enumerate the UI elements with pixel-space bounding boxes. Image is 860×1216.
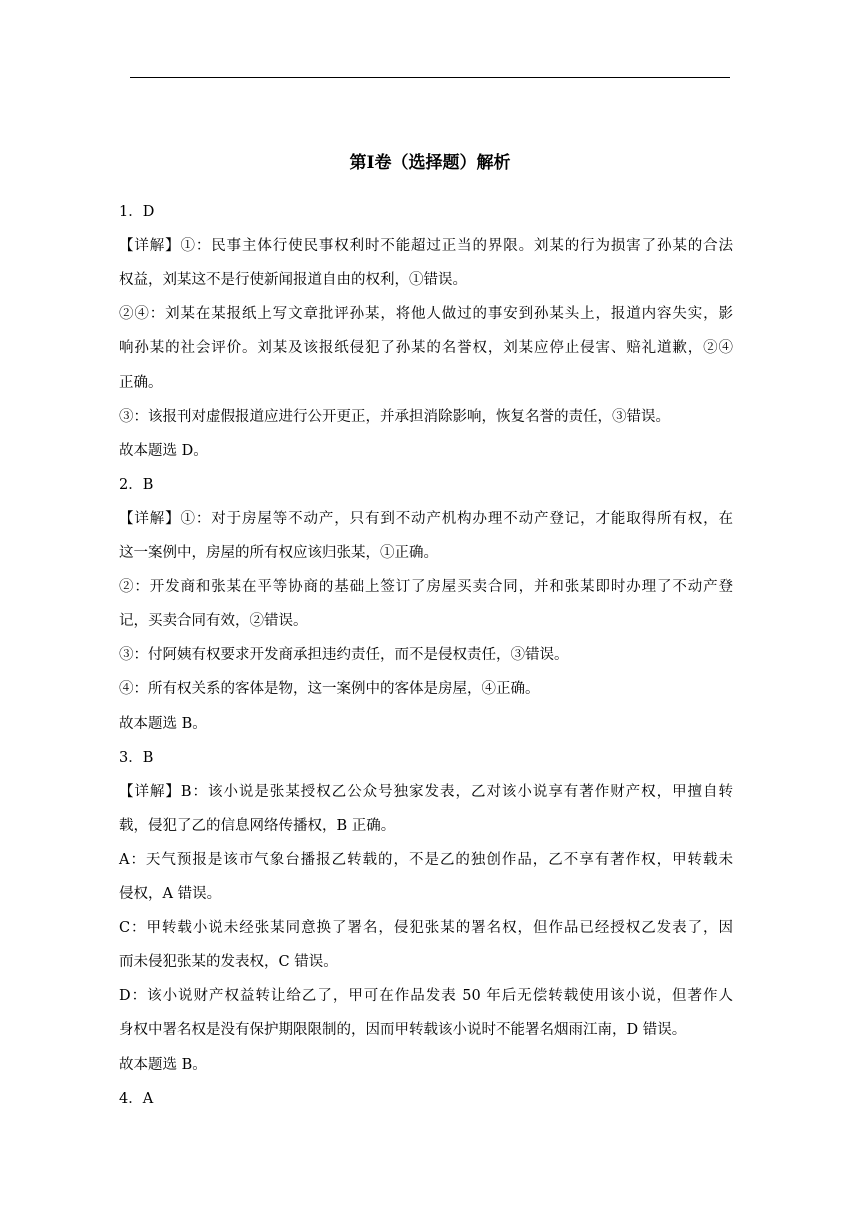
question-number: 3．B (119, 749, 154, 766)
explanation-line: ③：该报刊对虚假报道应进行公开更正，并承担消除影响，恢复名誉的责任，③错误。 (119, 408, 670, 425)
explanation-line: 而未侵犯张某的发表权，C 错误。 (119, 954, 338, 971)
explanation-line: 这一案例中，房屋的所有权应该归张某，①正确。 (119, 545, 438, 561)
explanation-line: 侵权，A 错误。 (119, 886, 222, 902)
explanation-line: 故本题选 B。 (119, 715, 207, 732)
explanation-line: 【详解】①：民事主体行使民事权利时不能超过正当的界限。刘某的行为损害了孙某的合法 (119, 238, 733, 255)
explanation-line: 【详解】①：对于房屋等不动产，只有到不动产机构办理不动产登记，才能取得所有权，在 (119, 510, 733, 527)
explanation-line: 载，侵犯了乙的信息网络传播权，B 正确。 (119, 817, 396, 834)
explanation-line: 身权中署名权是没有保护期限限制的，因而甲转载该小说时不能署名烟雨江南，D 错误。 (119, 1022, 687, 1039)
explanation-line: 【详解】B：该小说是张某授权乙公众号独家发表，乙对该小说享有著作财产权，甲擅自转 (119, 783, 733, 800)
explanation-line: C：甲转载小说未经张某同意换了署名，侵犯张某的署名权，但作品已经授权乙发表了，因 (119, 920, 733, 937)
explanation-line: 记，买卖合同有效，②错误。 (119, 613, 308, 630)
explanation-line: ④：所有权关系的客体是物，这一案例中的客体是房屋，④正确。 (119, 681, 540, 698)
explanation-line: ③：付阿姨有权要求开发商承担违约责任，而不是侵权责任，③错误。 (119, 647, 569, 664)
explanation-line: ②：开发商和张某在平等协商的基础上签订了房屋买卖合同，并和张某即时办理了不动产登 (119, 579, 733, 596)
section-title: 第Ⅰ卷（选择题）解析 (349, 153, 511, 173)
explanation-line: A：天气预报是该市气象台播报乙转载的，不是乙的独创作品，乙不享有著作权，甲转载未 (119, 851, 733, 868)
explanation-line: D：该小说财产权益转让给乙了，甲可在作品发表 50 年后无偿转载使用该小说，但著作人 (119, 988, 733, 1005)
question-number: 4．A (119, 1090, 154, 1107)
explanation-line: 响孙某的社会评价。刘某及该报纸侵犯了孙某的名誉权，刘某应停止侵害、赔礼道歉，②④ (119, 340, 733, 357)
question-number: 1．D (119, 204, 155, 220)
explanation-line: 故本题选 D。 (119, 442, 208, 459)
explanation-line: ②④：刘某在某报纸上写文章批评孙某，将他人做过的事安到孙某头上，报道内容失实，影 (119, 306, 733, 323)
explanation-line: 故本题选 B。 (119, 1056, 207, 1073)
question-number: 2．B (119, 476, 154, 493)
explanation-line: 正确。 (119, 374, 163, 391)
explanation-line: 权益，刘某这不是行使新闻报道自由的权利，①错误。 (119, 272, 467, 289)
header-rule (130, 77, 730, 78)
